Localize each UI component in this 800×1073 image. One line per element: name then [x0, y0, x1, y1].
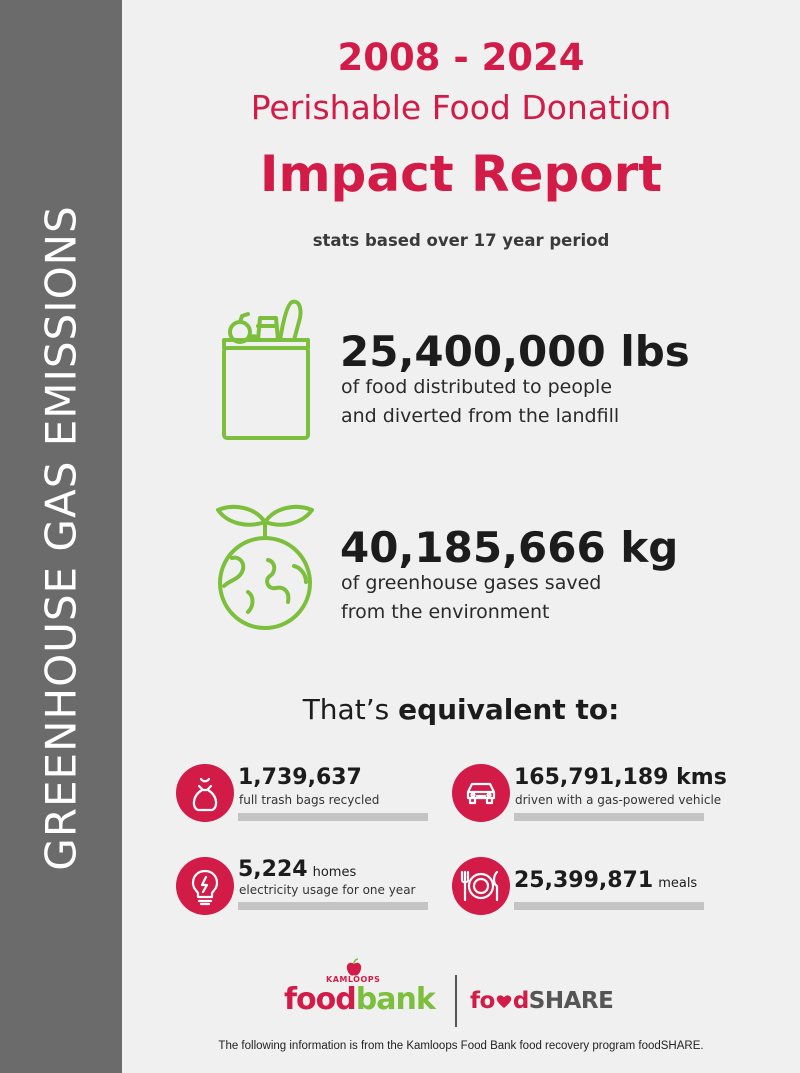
- stat-food-line2: and diverted from the landfill: [341, 405, 620, 427]
- equiv-car-value: [514, 765, 727, 790]
- equiv-car-bar: [514, 813, 704, 821]
- heart-icon: [496, 994, 512, 1009]
- logo-divider: [455, 975, 457, 1027]
- stat-ghg-desc: [341, 569, 721, 627]
- equiv-car-number: 165,791,189 kms: [514, 765, 727, 790]
- equiv-trash-bar: [238, 813, 428, 821]
- equivalent-bold: equivalent to:: [398, 693, 620, 726]
- foodshare-logo: [470, 988, 613, 1014]
- equiv-homes-desc: electricity usage for one year: [239, 883, 416, 897]
- sidebar-title: GREENHOUSE GAS EMISSIONS: [36, 205, 86, 871]
- equivalent-prefix: That’s: [302, 693, 390, 726]
- lightbulb-icon: [176, 857, 234, 915]
- equiv-car-desc: driven with a gas-powered vehicle: [515, 793, 722, 807]
- equiv-trash-value: [238, 765, 362, 790]
- stat-ghg-value: 40,185,666 kg: [340, 523, 679, 572]
- foodbank-logo-food: food: [284, 982, 356, 1017]
- foodshare-logo-d: d: [512, 988, 529, 1014]
- equiv-homes-bar: [238, 902, 428, 910]
- trash-bag-icon: [176, 764, 234, 822]
- stat-food-line1: of food distributed to people: [341, 376, 613, 398]
- foodbank-logo-bank: bank: [355, 982, 435, 1017]
- equiv-homes-unit: homes: [312, 865, 357, 880]
- stat-food-desc: [341, 373, 721, 431]
- report-note: stats based over 17 year period: [312, 231, 610, 250]
- plate-cutlery-icon: [452, 857, 510, 915]
- report-years: 2008 - 2024: [337, 36, 585, 79]
- stat-ghg-line1: of greenhouse gases saved: [341, 572, 602, 594]
- equiv-homes-value: [238, 857, 356, 882]
- equiv-trash-desc: full trash bags recycled: [239, 793, 380, 807]
- stat-ghg-line2: from the environment: [341, 601, 550, 623]
- foodbank-logo-small: KAMLOOPS: [326, 975, 381, 984]
- report-subtitle: Perishable Food Donation: [250, 88, 672, 127]
- equiv-meals-unit: meals: [658, 876, 698, 891]
- footer-note: The following information is from the Kamloops Food Bank food recovery program foodSHARE.: [218, 1040, 704, 1052]
- equiv-trash-number: 1,739,637: [238, 765, 362, 790]
- stat-food-value: 25,400,000 lbs: [340, 327, 690, 376]
- foodshare-logo-fo: fo: [470, 988, 495, 1014]
- equiv-meals-value: [514, 868, 697, 893]
- car-icon: [452, 764, 510, 822]
- foodbank-logo: [284, 982, 435, 1017]
- equivalent-heading: [122, 693, 800, 726]
- report-title: Impact Report: [259, 145, 663, 203]
- equiv-homes-number: 5,224: [238, 857, 308, 882]
- foodshare-logo-share: SHARE: [528, 988, 614, 1014]
- grocery-bag-icon: [218, 296, 314, 442]
- earth-sprout-icon: [210, 496, 320, 636]
- sidebar: [0, 0, 122, 1073]
- equiv-meals-number: 25,399,871: [514, 868, 654, 893]
- equiv-meals-bar: [514, 902, 704, 910]
